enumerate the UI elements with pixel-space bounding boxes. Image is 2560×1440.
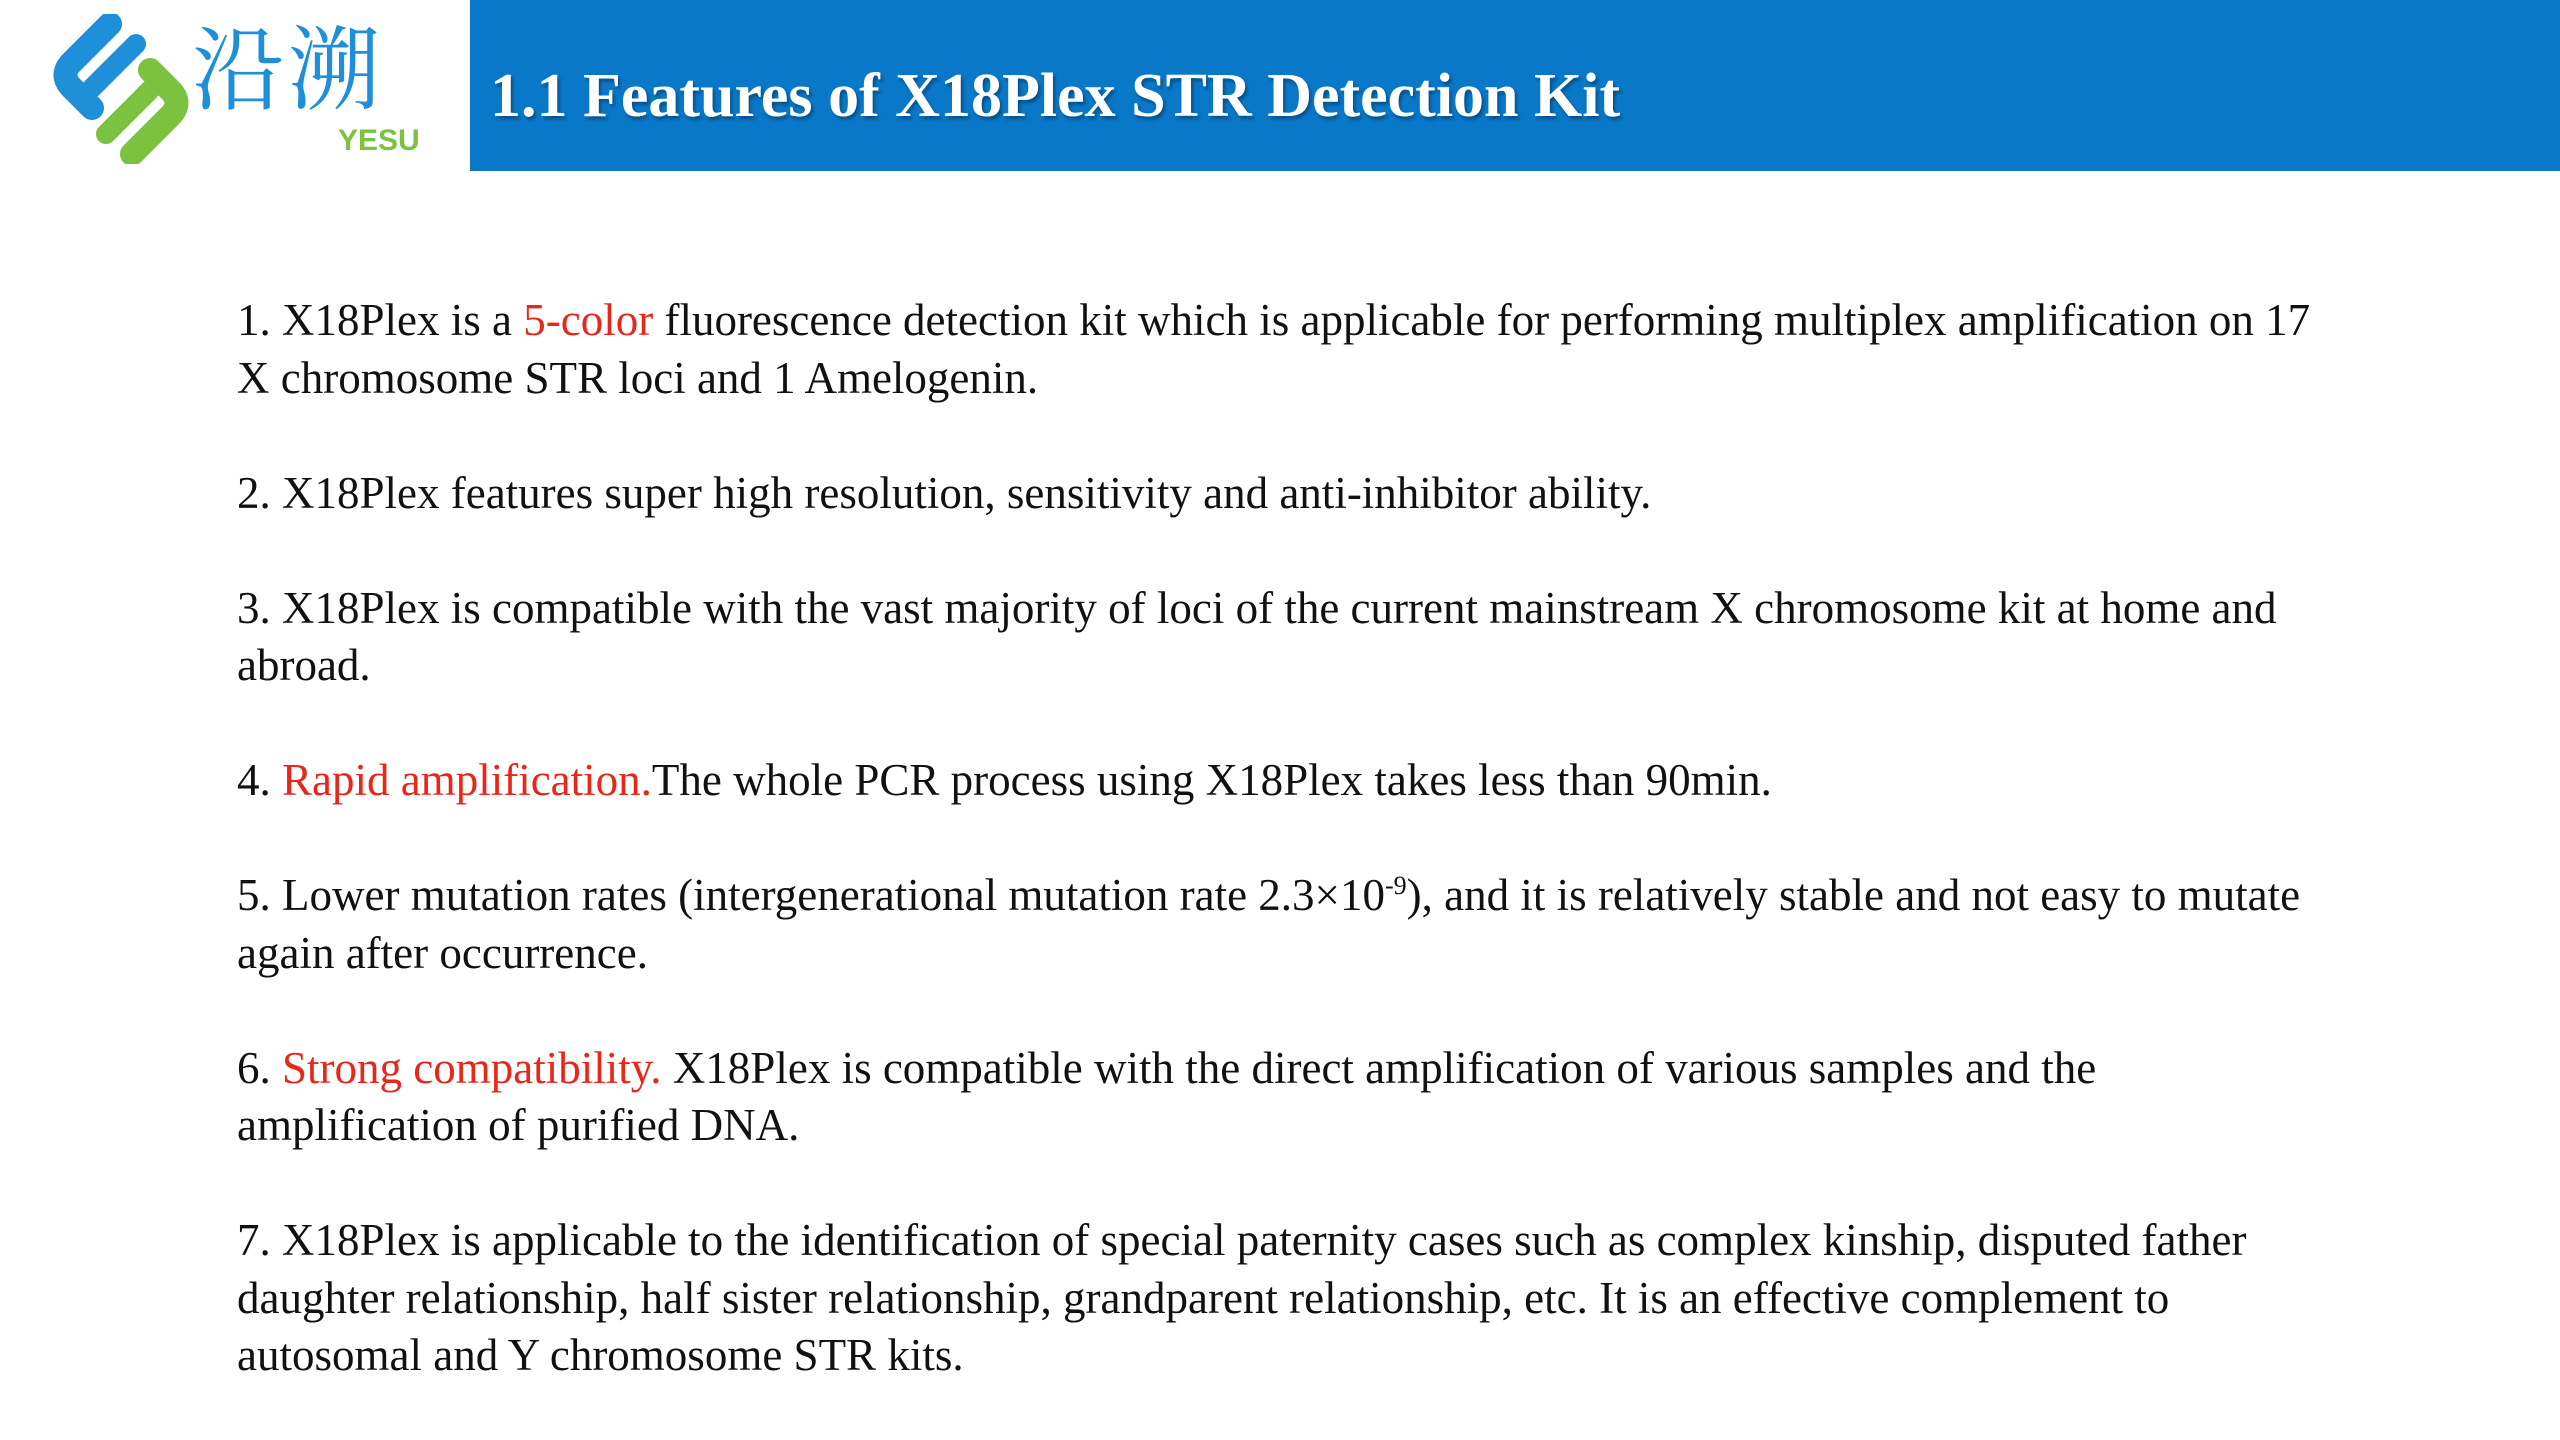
exponent-superscript: -9	[1384, 871, 1407, 900]
logo-english-name: YESU	[338, 124, 420, 157]
page-title: 1.1 Features of X18Plex STR Detection Kit	[490, 62, 1621, 130]
feature-text: The whole PCR process using X18Plex takes less than 90min.	[651, 755, 1772, 805]
company-logo	[40, 14, 460, 164]
feature-number: 2.	[237, 467, 271, 518]
yesu-logo-icon	[40, 14, 200, 164]
feature-list	[237, 292, 2347, 1440]
feature-text: X18Plex is applicable to the identification of special paternity cases such as complex kinship, disputed father daughter relationship, half sister relationship, grandparent relationship, etc. It is an effective complement to autosomal and Y chromosome STR kits.	[237, 1215, 2247, 1380]
feature-text: fluorescence detection kit which is applicable for performing multiplex amplification on 17 X chromosome STR loci and 1 Amelogenin.	[237, 295, 2311, 403]
feature-number: 3.	[237, 582, 271, 633]
feature-text: ), and it is relatively stable and not easy to mutate again after occurrence.	[237, 870, 2301, 978]
feature-text: X18Plex is compatible with the direct amplification of various samples and the amplification of purified DNA.	[237, 1042, 2097, 1150]
feature-item-2	[237, 465, 2347, 523]
feature-item-4	[237, 752, 2347, 810]
feature-number: 7.	[237, 1215, 271, 1265]
feature-item-7	[237, 1212, 2347, 1385]
feature-text: Lower mutation rates (intergenerational mutation rate 2.3×10	[282, 870, 1385, 920]
logo-chinese-name: 沿溯	[192, 17, 385, 124]
feature-text: X18Plex features super high resolution, sensitivity and anti-inhibitor ability.	[282, 467, 1652, 518]
feature-item-3	[237, 580, 2347, 695]
feature-item-6	[237, 1040, 2347, 1155]
feature-number: 1.	[237, 295, 271, 345]
feature-highlight: Strong compatibility.	[282, 1042, 662, 1093]
feature-item-5	[237, 867, 2347, 982]
feature-highlight: 5-color	[523, 295, 654, 345]
feature-text: X18Plex is compatible with the vast majority of loci of the current mainstream X chromosome kit at home and abroad.	[237, 582, 2277, 690]
feature-number: 4.	[237, 755, 271, 805]
feature-text: X18Plex is a	[282, 295, 524, 345]
feature-number: 5.	[237, 870, 271, 920]
feature-item-1	[237, 292, 2347, 407]
feature-number: 6.	[237, 1042, 271, 1093]
feature-highlight: Rapid amplification.	[282, 755, 652, 805]
